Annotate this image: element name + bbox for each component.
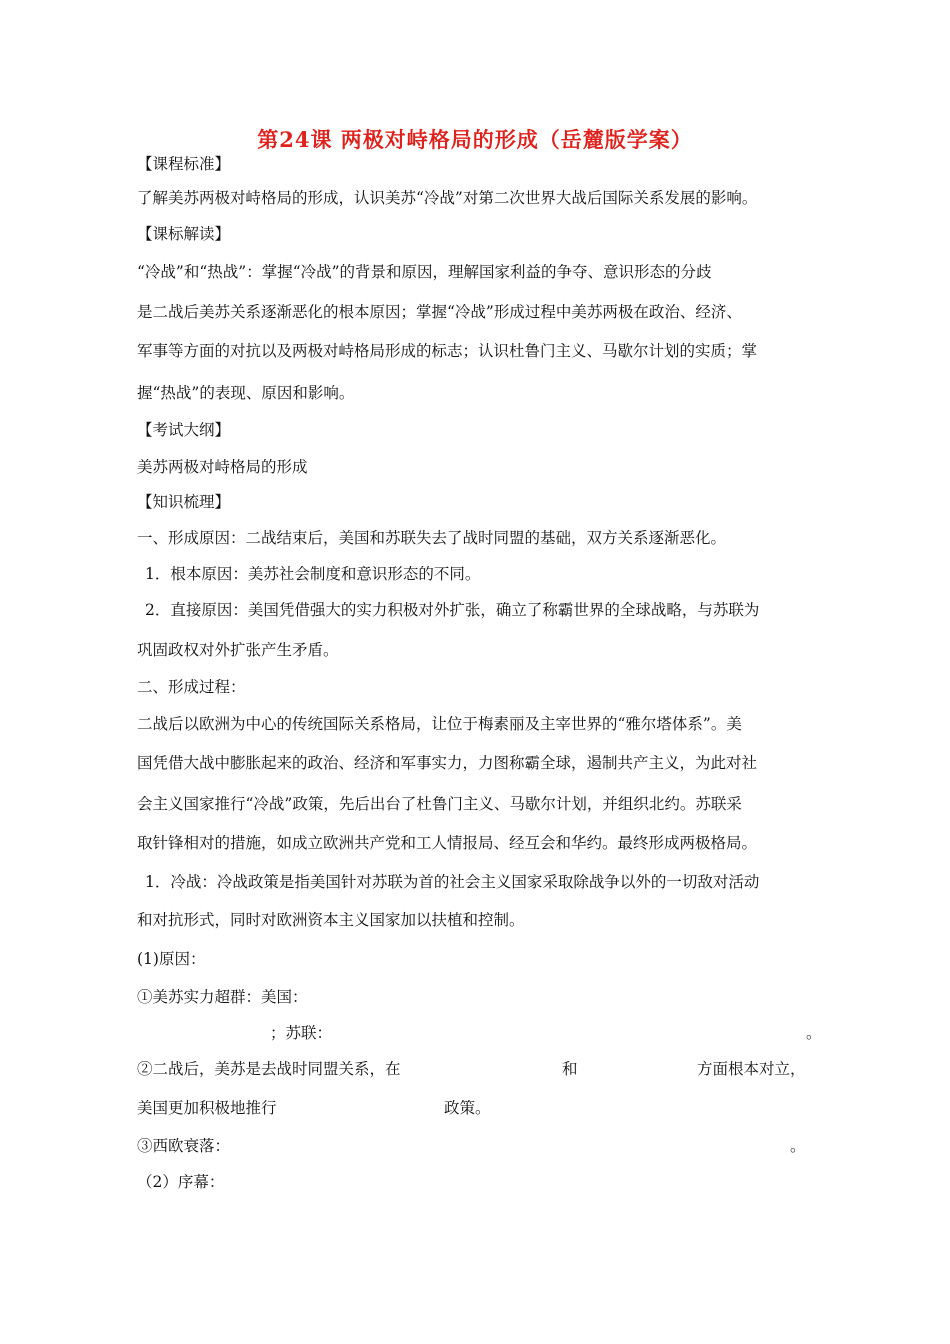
section-1-item-1: 1．根本原因：美苏社会制度和意识形态的不同。 [145,565,481,583]
page-title: 第24课 两极对峙格局的形成（岳麓版学案） [257,127,693,152]
interpretation-line: 军事等方面的对抗以及两极对峙格局形成的标志；认识杜鲁门主义、马歇尔计划的实质；掌 [137,342,758,360]
cause-3-end: 。 [790,1137,806,1155]
cause-1-end: 。 [806,1024,822,1042]
course-standard-text: 了解美苏两极对峙格局的形成，认识美苏“冷战”对第二次世界大战后国际关系发展的影响。 [137,189,758,207]
heading-knowledge: 【知识梳理】 [137,493,231,511]
section-1-item-2-line: 2．直接原因：美国凭借强大的实力积极对外扩张，确立了称霸世界的全球战略，与苏联为 [145,601,760,619]
interpretation-line: “冷战”和“热战”：掌握“冷战”的背景和原因，理解国家利益的争夺、意识形态的分歧 [137,263,712,281]
section-2-paragraph-line: 会主义国家推行“冷战”政策，先后出台了杜鲁门主义、马歇尔计划，并组织北约。苏联采 [137,795,742,813]
section-2-heading: 二、形成过程： [137,678,246,696]
prelude-label: （2）序幕： [137,1173,225,1191]
section-2-item-1-line: 和对抗形式，同时对欧洲资本主义国家加以扶植和控制。 [137,911,525,929]
cause-3-line: ③西欧衰落： [137,1137,231,1155]
cause-2-and: 和 [562,1060,578,1078]
cause-2-continued: 美国更加积极地推行 [137,1099,277,1117]
heading-exam-outline: 【考试大纲】 [137,421,231,439]
cause-2-line-start: ②二战后，美苏是去战时同盟关系，在 [137,1060,401,1078]
interpretation-line: 握“热战”的表现、原因和影响。 [137,384,355,402]
heading-standard-interpretation: 【课标解读】 [137,225,231,243]
section-1-heading: 一、形成原因：二战结束后，美国和苏联失去了战时同盟的基础，双方关系逐渐恶化。 [137,529,727,547]
section-2-paragraph-line: 国凭借大战中膨胀起来的政治、经济和军事实力，力图称霸全球，遏制共产主义，为此对社 [137,754,758,772]
section-2-paragraph-line: 二战后以欧洲为中心的传统国际关系格局，让位于梅素丽及主宰世界的“雅尔塔体系”。美 [137,715,742,733]
section-2-item-1-line: 1．冷战：冷战政策是指美国针对苏联为首的社会主义国家采取除战争以外的一切敌对活动 [145,873,760,891]
cause-2-line-end: 方面根本对立， [697,1060,806,1078]
section-1-item-2-line: 巩固政权对外扩张产生矛盾。 [137,641,339,659]
heading-course-standard: 【课程标准】 [137,155,231,173]
section-2-paragraph-line: 取针锋相对的措施，如成立欧洲共产党和工人情报局、经互会和华约。最终形成两极格局。 [137,834,758,852]
exam-outline-text: 美苏两极对峙格局的形成 [137,458,308,476]
interpretation-line: 是二战后美苏关系逐渐恶化的根本原因；掌握“冷战”形成过程中美苏两极在政治、经济、 [137,303,742,321]
cause-1-soviet-label: ；苏联： [270,1024,333,1042]
cause-label: (1)原因： [137,950,206,968]
cause-1-line: ①美苏实力超群：美国： [137,988,308,1006]
cause-2-policy: 政策。 [444,1099,491,1117]
